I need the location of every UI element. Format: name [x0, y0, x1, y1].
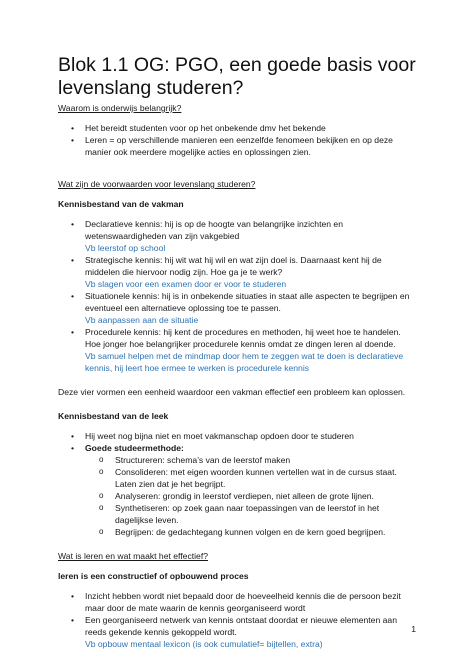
- list-vakman: [58, 218, 416, 374]
- sub-list-item: o Structureren: schema’s van de leerstof maken: [99, 455, 291, 465]
- sub-list-item: o Consolideren: met eigen woorden kunnen vertellen wat in de cursus staat. Laten zien dat je het begrijpt.: [99, 467, 397, 489]
- example-text: Vb slagen voor een examen door er voor te studeren: [85, 279, 287, 289]
- bullet-icon: •: [71, 255, 75, 265]
- circle-bullet-icon: o: [99, 527, 104, 536]
- closing-paragraph: Deze vier vormen een eenheid waardoor een vakman effectief een probleem kan oplossen.: [58, 387, 406, 397]
- list-item: • Situationele kennis: hij is in onbekende situaties in staat alle aspecten te begrijpen en eventueel een alternatieve oplossing toe te passen. Vb aanpassen aan de situatie: [58, 290, 416, 326]
- bullet-icon: •: [71, 431, 75, 441]
- list-why-education: [58, 122, 416, 158]
- section-heading-conditions: Wat zijn de voorwaarden voor levenslang studeren?: [58, 179, 256, 189]
- circle-bullet-icon: o: [99, 491, 104, 500]
- sub-list-item: o Analyseren: grondig in leerstof verdiepen, niet alleen de grote lijnen.: [99, 491, 374, 501]
- list-item: • Inzicht hebben wordt niet bepaald door de hoeveelheid kennis die de persoon bezit maar door de mate waarin de kennis georganiseerd wordt: [71, 591, 401, 613]
- subheading-vakman: Kennisbestand van de vakman: [58, 199, 184, 209]
- section-heading-learning: Wat is leren en wat maakt het effectief?: [58, 551, 208, 561]
- list-item: • Een georganiseerd netwerk van kennis ontstaat doordat er nieuwe elementen aan reeds gekende kennis gekoppeld wordt. Vb opbouw mentaal lexicon (is ook cumulatief= bijtellen, extra): [58, 614, 416, 650]
- bullet-icon: •: [71, 291, 75, 301]
- circle-bullet-icon: o: [99, 455, 104, 464]
- bullet-icon: •: [71, 123, 75, 133]
- circle-bullet-icon: o: [99, 503, 104, 512]
- bullet-icon: •: [71, 219, 75, 229]
- list-item: • Strategische kennis: hij wit wat hij wil en wat zijn doel is. Daarnaast kent hij de middelen die hiervoor nodig zijn. Hoe ga je te werk? Vb slagen voor een examen door er voor te studeren: [58, 254, 416, 290]
- subheading-constructive: leren is een constructief of opbouwend proces: [58, 571, 249, 581]
- list-item: • Procedurele kennis: hij kent de procedures en methoden, hij weet hoe te handelen. Hoe jonger hoe belangrijker procedurele kennis omdat ze dingen leren al doende. Vb samuel helpen met de mindmap door hem te zeggen wat te doen is declaratieve kennis, hij leert hoe ermee te werken is procedurele kennis: [58, 326, 416, 374]
- bullet-icon: •: [71, 327, 75, 337]
- example-text: Vb opbouw mentaal lexicon (is ook cumulatief= bijtellen, extra): [85, 639, 323, 649]
- bullet-icon: •: [71, 135, 75, 145]
- section-heading-why-education: Waarom is onderwijs belangrijk?: [58, 103, 182, 113]
- list-item: • Goede studeermethode:: [71, 443, 184, 453]
- bullet-icon: •: [71, 591, 75, 601]
- example-text: Vb samuel helpen met de mindmap door hem te zeggen wat te doen is declaratieve kennis, hij leert hoe ermee te werken is procedurele kennis: [85, 351, 404, 373]
- bullet-icon: •: [71, 443, 75, 453]
- example-text: Vb leerstof op school: [85, 243, 166, 253]
- sub-list-item: o Begrijpen: de gedachtegang kunnen volgen en de kern goed begrijpen.: [99, 527, 386, 537]
- list-item: • Declaratieve kennis: hij is op de hoogte van belangrijke inzichten en wetenswaardigheden van zijn vakgebied Vb leerstof op school: [58, 218, 416, 254]
- example-text: Vb aanpassen aan de situatie: [85, 315, 199, 325]
- list-item: • Leren = op verschillende manieren een eenzelfde fenomeen bekijken en op deze manier ook meerdere mogelijke acties en oplossingen zien.: [71, 135, 393, 157]
- page-number: 1: [411, 624, 416, 634]
- bullet-icon: •: [71, 615, 75, 625]
- list-leek: [58, 430, 416, 538]
- sub-list-item: o Synthetiseren: op zoek gaan naar toepassingen van de leerstof in het dagelijkse leven.: [99, 503, 380, 525]
- list-learning: [58, 590, 416, 650]
- circle-bullet-icon: o: [99, 467, 104, 476]
- page-title: Blok 1.1 OG: PGO, een goede basis voor levenslang studeren?: [58, 54, 416, 99]
- list-item: • Het bereidt studenten voor op het onbekende dmv het bekende: [71, 123, 326, 133]
- list-item: • Hij weet nog bijna niet en moet vakmanschap opdoen door te studeren: [71, 431, 354, 441]
- subheading-leek: Kennisbestand van de leek: [58, 411, 169, 421]
